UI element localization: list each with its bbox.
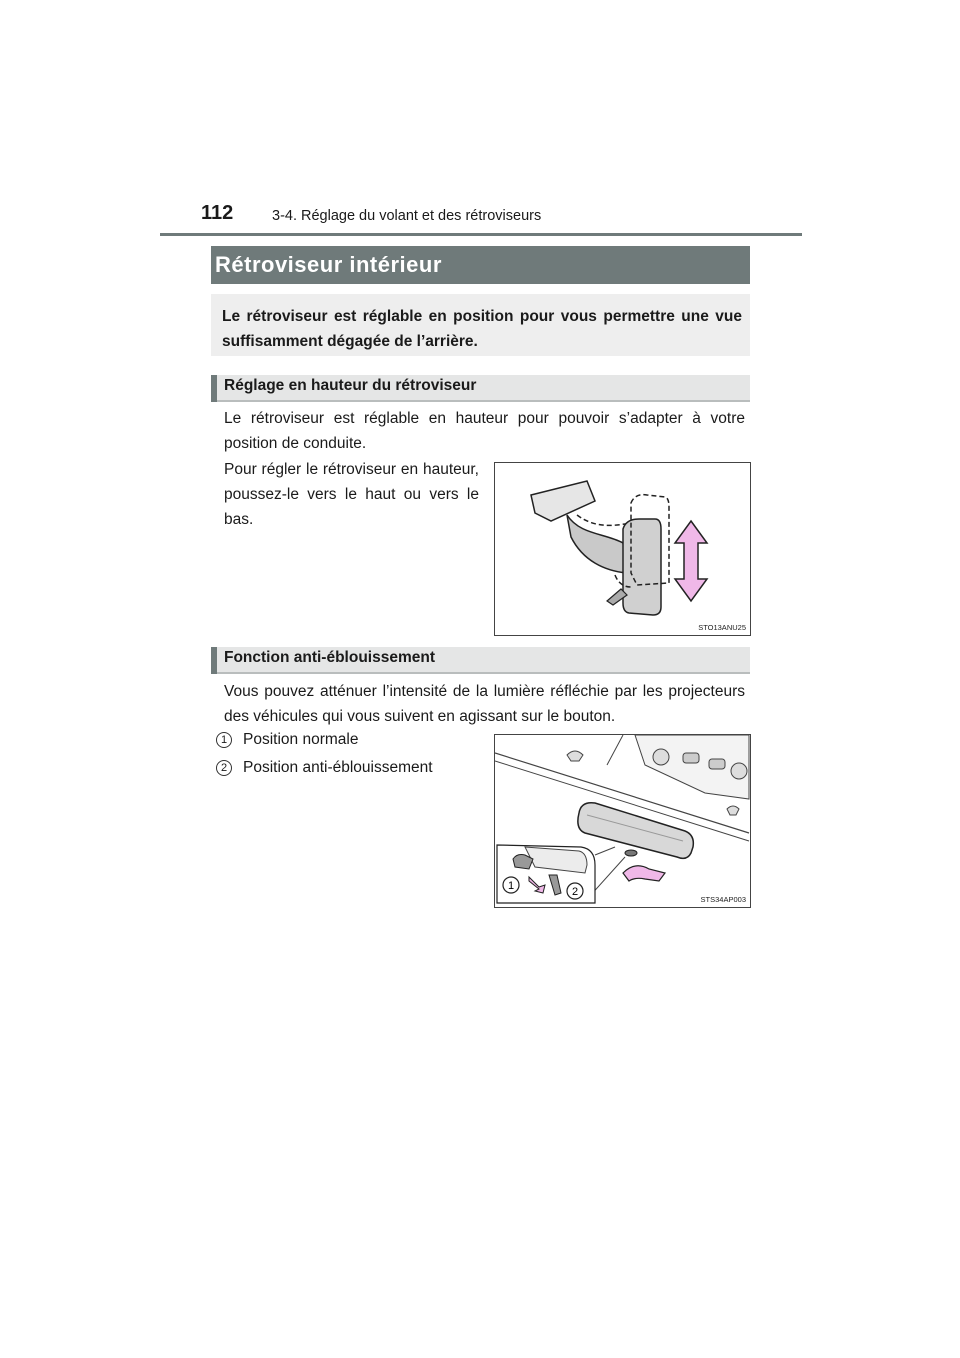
chapter-title: 3-4. Réglage du volant et des rétroviseurs [272,208,542,224]
intro-text: Le rétroviseur est réglable en position pour vous permettre une vue suffisamment dégagée de l’arrière. [222,308,742,350]
callout-number: 1 [216,732,232,748]
list-item [216,759,433,777]
figure-code: STO13ANU25 [698,623,746,632]
antiglare-text: Vous pouvez atténuer l’intensité de la lumière réfléchie par les projecteurs des véhicules qui vous suivent en agissant sur le bouton. [224,683,745,725]
list-item [216,731,358,749]
subsection-title-antiglare: Fonction anti-éblouissement [224,649,435,666]
list-item-label: Position anti-éblouissement [243,759,433,776]
callout-2: 2 [571,886,579,898]
height-adjust-instruction: Pour régler le rétroviseur en hauteur, poussez-le vers le haut ou vers le bas. [224,461,479,528]
header-rule [160,233,802,236]
subsection-accent [211,375,217,402]
callout-1: 1 [507,880,515,892]
subsection-accent [211,647,217,674]
subsection-title-height: Réglage en hauteur du rétroviseur [224,377,477,394]
figure-code: STS34AP003 [700,895,746,904]
callout-number: 2 [216,760,232,776]
antiglare-illustration [495,735,750,907]
section-title: Rétroviseur intérieur [215,252,442,277]
antiglare-figure [494,734,751,908]
mirror-height-figure [494,462,751,636]
list-item-label: Position normale [243,731,359,748]
height-adjust-text: Le rétroviseur est réglable en hauteur pour pouvoir s’adapter à votre position de conduite. [224,410,745,452]
mirror-height-illustration [495,463,750,635]
page-number: 112 [201,202,234,224]
